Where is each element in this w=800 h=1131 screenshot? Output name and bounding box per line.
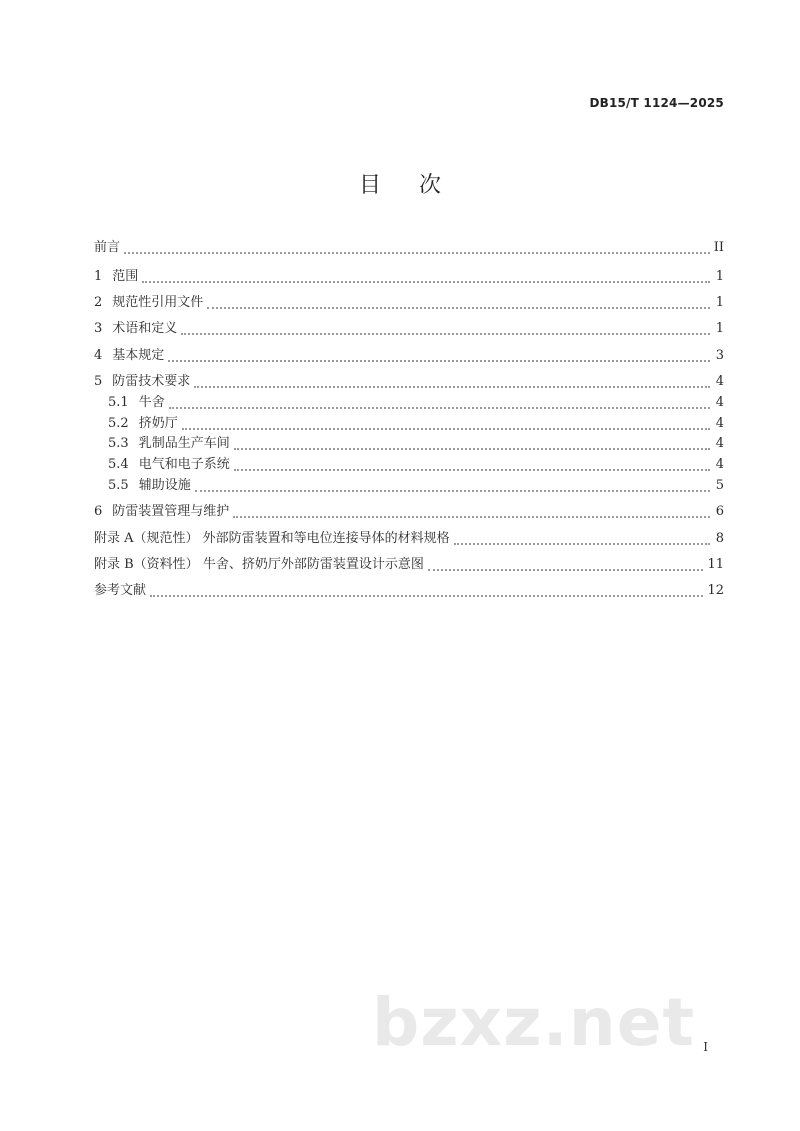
toc-dot-leader [182, 414, 710, 430]
toc-entry-page: 3 [715, 348, 724, 363]
toc-entry-page: 4 [715, 395, 724, 410]
toc-entry-page: 1 [715, 321, 724, 336]
toc-dot-leader [150, 581, 703, 597]
toc-entry-label: 乳制品生产车间 [138, 436, 230, 451]
toc-entry-number: 5.3 [108, 436, 129, 451]
page-number: I [703, 1040, 708, 1054]
toc-entry[interactable] [94, 238, 724, 258]
toc-entry-label: 范围 [112, 269, 139, 284]
toc-entry[interactable] [108, 455, 724, 475]
toc-dot-leader [428, 555, 704, 571]
toc-entry[interactable] [94, 372, 724, 392]
toc-entry[interactable] [94, 502, 724, 522]
toc-entry-page: 6 [715, 504, 724, 519]
toc-entry-number: 6 [94, 504, 103, 519]
toc-dot-leader [207, 293, 710, 309]
toc-dot-leader [181, 319, 710, 335]
toc-entry-number: 5 [94, 374, 103, 389]
toc-entry-page: 4 [715, 436, 724, 451]
toc-entry[interactable] [94, 319, 724, 339]
toc-dot-leader [195, 476, 710, 492]
toc-entry[interactable] [108, 393, 724, 413]
toc-entry-label: 挤奶厅 [138, 416, 178, 431]
toc-entry[interactable] [94, 293, 724, 313]
toc-entry-number: 4 [94, 348, 103, 363]
toc-dot-leader [234, 455, 710, 471]
toc-dot-leader [124, 238, 710, 254]
toc-entry-number: 1 [94, 269, 103, 284]
toc-title: 目次 [358, 173, 479, 198]
toc-entry-label: 辅助设施 [138, 478, 191, 493]
toc-entry-label: 附录 B（资料性） 牛舍、挤奶厅外部防雷装置设计示意图 [94, 557, 424, 572]
toc-dot-leader [233, 502, 710, 518]
toc-entry-page: II [713, 240, 724, 255]
toc-dot-leader [169, 393, 710, 409]
toc-entry-number: 3 [94, 321, 103, 336]
toc-entry-number: 2 [94, 295, 103, 310]
toc-dot-leader [194, 372, 710, 388]
toc-dot-leader [234, 434, 710, 450]
toc-entry-page: 5 [715, 478, 724, 493]
toc-entry-page: 4 [715, 374, 724, 389]
toc-entry-page: 4 [715, 457, 724, 472]
toc-entry-label: 参考文献 [94, 583, 147, 598]
toc-entry[interactable] [108, 434, 724, 454]
toc-dot-leader [142, 267, 710, 283]
toc-entry-page: 4 [715, 416, 724, 431]
toc-dot-leader [168, 346, 710, 362]
toc-entry-label: 基本规定 [112, 348, 165, 363]
toc-entry-label: 术语和定义 [112, 321, 178, 336]
toc-entry[interactable] [94, 581, 724, 601]
toc-entry-number: 5.5 [108, 478, 129, 493]
toc-entry-page: 8 [715, 531, 724, 546]
toc-entry[interactable] [94, 529, 724, 549]
toc-entry-label: 规范性引用文件 [112, 295, 204, 310]
toc-entry-page: 1 [715, 295, 724, 310]
toc-entry-page: 12 [707, 583, 724, 598]
toc-entry-label: 防雷装置管理与维护 [112, 504, 230, 519]
document-code: DB15/T 1124—2025 [589, 96, 724, 110]
toc-dot-leader [454, 529, 710, 545]
toc-entry-number: 5.4 [108, 457, 129, 472]
toc-entry-number: 5.2 [108, 416, 129, 431]
toc-entry-label: 电气和电子系统 [138, 457, 230, 472]
toc-entry-label: 防雷技术要求 [112, 374, 191, 389]
toc-entry[interactable] [108, 414, 724, 434]
toc-entry[interactable] [94, 346, 724, 366]
toc-entry-page: 11 [707, 557, 724, 572]
toc-entry[interactable] [94, 555, 724, 575]
toc-entry-label: 附录 A（规范性） 外部防雷装置和等电位连接导体的材料规格 [94, 531, 450, 546]
toc-entry[interactable] [94, 267, 724, 287]
watermark: bzxz.net [372, 984, 696, 1061]
toc-entry-number: 5.1 [108, 395, 129, 410]
toc-entry-label: 牛舍 [138, 395, 165, 410]
toc-entry-label: 前言 [94, 240, 121, 255]
toc-entry[interactable] [108, 476, 724, 496]
toc-entry-page: 1 [715, 269, 724, 284]
